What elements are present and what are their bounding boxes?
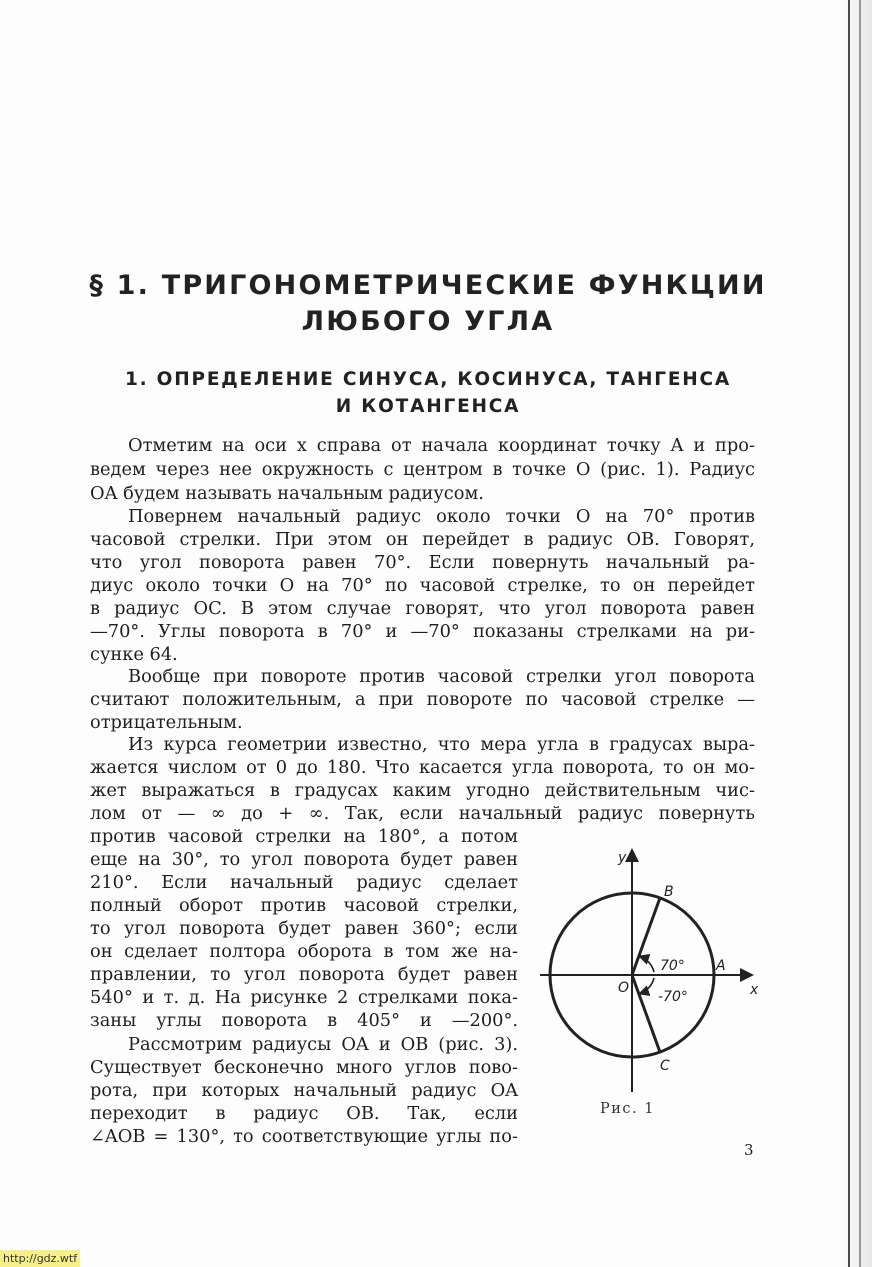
section-title <box>78 268 778 340</box>
text-line: что угол поворота равен 70°. Если повернуть начальный ра- <box>90 552 755 573</box>
text-line: Отметим на оси x справа от начала координат точку A и про- <box>128 435 755 456</box>
text-line: рота, при которых начальный радиус OA <box>90 1080 518 1101</box>
page-edge-line-2 <box>859 0 861 1267</box>
text-line: правлении, то угол поворота будет равен <box>90 964 518 985</box>
text-line: считают положительным, а при повороте по часовой стрелке — <box>90 689 755 710</box>
subsection-title-line-2: И КОТАНГЕНСА <box>335 396 521 417</box>
figure-caption: Рис. 1 <box>600 1101 655 1117</box>
text-line: сунке 64. <box>90 644 178 665</box>
page-edge-line <box>848 0 850 1267</box>
text-line: отрицательным. <box>90 712 243 733</box>
positive-angle-arrow <box>640 956 655 972</box>
point-a-label: A <box>716 958 726 974</box>
x-axis-label: x <box>750 982 759 998</box>
text-line: Из курса геометрии известно, что мера угла в градусах выра- <box>128 734 755 755</box>
point-c-label: C <box>660 1058 670 1074</box>
section-title-line-2: ЛЮБОГО УГЛА <box>301 306 555 337</box>
y-axis-label: y <box>618 850 627 866</box>
origin-label: O <box>618 980 630 996</box>
text-line: диус около точки O на 70° по часовой стрелке, то он перейдет <box>90 575 755 596</box>
negative-angle-arrow <box>640 978 655 994</box>
negative-angle-label: -70° <box>658 989 688 1005</box>
text-line: он сделает полтора оборота в том же на- <box>90 941 518 962</box>
text-line: еще на 30°, то угол поворота будет равен <box>90 849 518 870</box>
text-line: ∠AOB = 130°, то соответствующие углы по- <box>90 1126 518 1147</box>
text-line: OA будем называть начальным радиусом. <box>90 483 484 504</box>
section-title-line-1: § 1. ТРИГОНОМЕТРИЧЕСКИЕ ФУНКЦИИ <box>89 270 767 301</box>
text-line: 540° и т. д. На рисунке 2 стрелками пока- <box>90 987 518 1008</box>
point-b-label: B <box>664 884 674 900</box>
figure-1 <box>532 844 764 1094</box>
radius-oc <box>632 975 660 1052</box>
text-line: в радиус OC. В этом случае говорят, что угол поворота равен <box>90 598 755 619</box>
text-line: Рассмотрим радиусы OA и OB (рис. 3). <box>128 1034 518 1055</box>
text-line: полный оборот против часовой стрелки, <box>90 895 518 916</box>
text-line: переходит в радиус OB. Так, если <box>90 1103 518 1124</box>
text-line: заны углы поворота в 405° и —200°. <box>90 1010 518 1031</box>
text-line: Повернем начальный радиус около точки O на 70° против <box>128 506 755 527</box>
radius-ob <box>632 898 660 975</box>
positive-angle-label: 70° <box>660 958 685 974</box>
text-line: часовой стрелки. При этом он перейдет в радиус OB. Говорят, <box>90 529 755 550</box>
text-line: ведем через нее окружность с центром в точке O (рис. 1). Радиус <box>90 459 755 480</box>
page-edge-shadow <box>838 0 872 1267</box>
text-line: лом от — ∞ до + ∞. Так, если начальный радиус повернуть <box>90 803 755 824</box>
text-line: Существует бесконечно много углов пово- <box>90 1057 518 1078</box>
text-line: против часовой стрелки на 180°, а потом <box>90 826 518 847</box>
unit-circle-diagram <box>532 844 764 1094</box>
text-line: жет выражаться в градусах каким угодно действительным чис- <box>90 780 755 801</box>
subsection-title <box>90 366 766 420</box>
text-line: то угол поворота будет равен 360°; если <box>90 918 518 939</box>
text-line: —70°. Углы поворота в 70° и —70° показаны стрелками на ри- <box>90 621 755 642</box>
page-number: 3 <box>744 1141 754 1159</box>
text-line: 210°. Если начальный радиус сделает <box>90 872 518 893</box>
subsection-title-line-1: 1. ОПРЕДЕЛЕНИЕ СИНУСА, КОСИНУСА, ТАНГЕНСА <box>124 369 732 390</box>
text-line: Вообще при повороте против часовой стрелки угол поворота <box>128 666 755 687</box>
watermark-link[interactable]: http://gdz.wtf <box>0 1250 80 1267</box>
text-line: жается числом от 0 до 180. Что касается угла поворота, то он мо- <box>90 757 755 778</box>
